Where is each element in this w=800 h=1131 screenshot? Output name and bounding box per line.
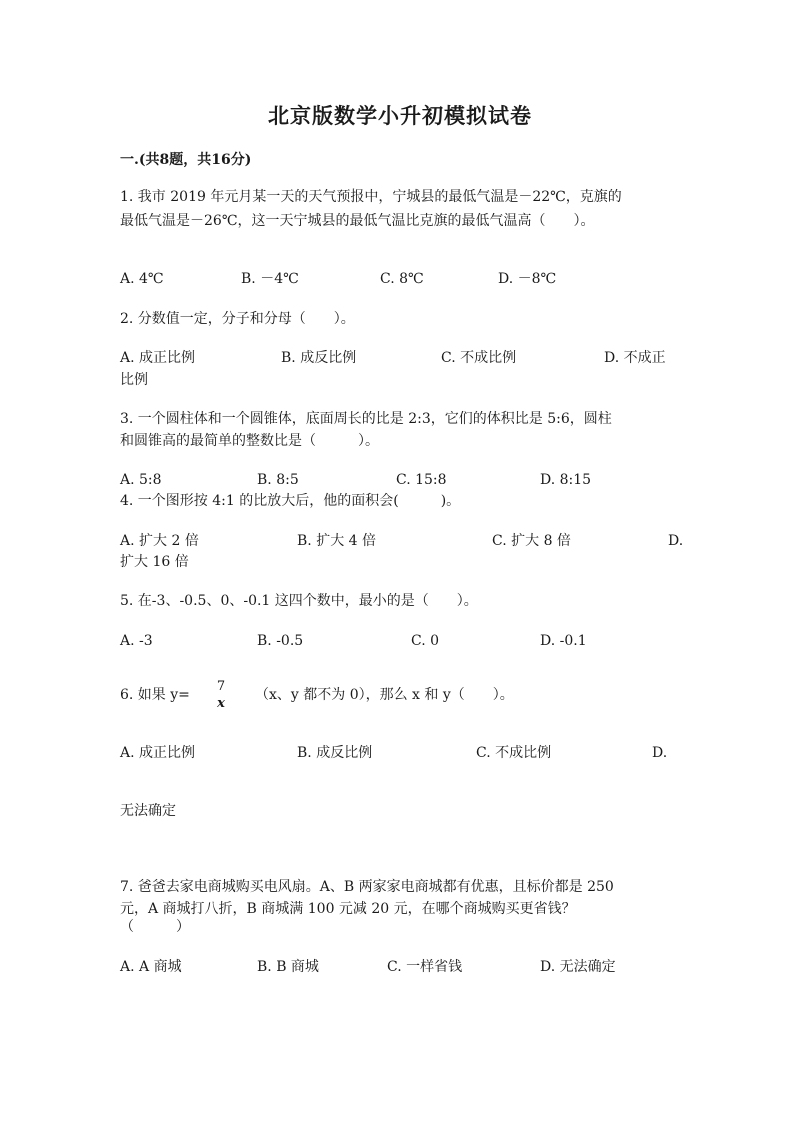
fraction-numerator: 7 [216,679,226,694]
question-6-option-d: D. [652,745,668,761]
question-3-option-a: A. 5:8 [120,472,162,488]
question-1-line-2: 最低气温是－26℃，这一天宁城县的最低气温比克旗的最低气温高（ ）。 [120,213,595,229]
section-heading: 一.(共8题，共16分) [120,152,252,168]
question-4-option-d-wrap: 扩大 16 倍 [120,554,189,570]
question-3-line-2: 和圆锥高的最简单的整数比是（ ）。 [120,433,379,449]
question-7-option-b: B. B 商城 [257,959,319,975]
question-7-option-a: A. A 商城 [120,959,182,975]
question-1-option-b: B. －4℃ [241,271,299,287]
question-3-line-1: 3. 一个圆柱体和一个圆锥体，底面周长的比是 2:3，它们的体积比是 5:6，圆柱 [120,411,612,427]
question-4-line-1: 4. 一个图形按 4:1 的比放大后，他的面积会( )。 [120,493,461,509]
question-5-option-a: A. -3 [120,633,153,649]
question-5-line-1: 5. 在-3、-0.5、0、-0.1 这四个数中，最小的是（ ）。 [120,593,478,609]
question-6-option-c: C. 不成比例 [476,745,552,761]
question-3-option-c: C. 15:8 [396,472,447,488]
question-4-option-d: D. [668,533,684,549]
fraction-denominator: x [217,696,225,711]
question-7-option-d: D. 无法确定 [540,959,616,975]
question-7-line-2: 元，A 商城打八折，B 商城满 100 元减 20 元，在哪个商城购买更省钱？ [120,901,576,917]
question-1-option-a: A. 4℃ [120,271,164,287]
question-2-option-c: C. 不成比例 [441,350,517,366]
question-6-option-a: A. 成正比例 [120,745,196,761]
question-7-option-c: C. 一样省钱 [387,959,463,975]
question-1-line-1: 1. 我市 2019 年元月某一天的天气预报中，宁城县的最低气温是－22℃，克旗的 [120,189,622,205]
question-2-option-a: A. 成正比例 [120,350,196,366]
question-4-option-a: A. 扩大 2 倍 [120,533,199,549]
question-2-line-1: 2. 分数值一定，分子和分母（ ）。 [120,311,355,327]
question-5-option-c: C. 0 [411,633,440,649]
question-3-option-d: D. 8:15 [540,472,592,488]
question-3-option-b: B. 8:5 [257,472,299,488]
question-5-option-b: B. -0.5 [257,633,304,649]
question-7-line-1: 7. 爸爸去家电商城购买电风扇。A、B 两家家电商城都有优惠，且标价都是 250 [120,879,614,895]
question-1-option-c: C. 8℃ [380,271,424,287]
question-6-option-b: B. 成反比例 [297,745,373,761]
question-6-suffix: （x、y 都不为 0），那么 x 和 y（ ）。 [255,687,514,703]
question-5-option-d: D. -0.1 [540,633,587,649]
question-4-option-c: C. 扩大 8 倍 [492,533,571,549]
question-6-option-d-wrap: 无法确定 [120,803,176,819]
question-4-option-b: B. 扩大 4 倍 [297,533,376,549]
question-1-option-d: D. －8℃ [498,271,557,287]
question-6-prefix: 6. 如果 y= [120,687,190,703]
question-2-option-d-wrap: 比例 [120,372,148,388]
question-2-option-b: B. 成反比例 [281,350,357,366]
question-2-option-d: D. 不成正 [604,350,666,366]
question-7-line-3: （ ） [120,919,190,935]
page-title: 北京版数学小升初模拟试卷 [268,103,532,128]
fraction-seven-over-x [213,678,229,712]
